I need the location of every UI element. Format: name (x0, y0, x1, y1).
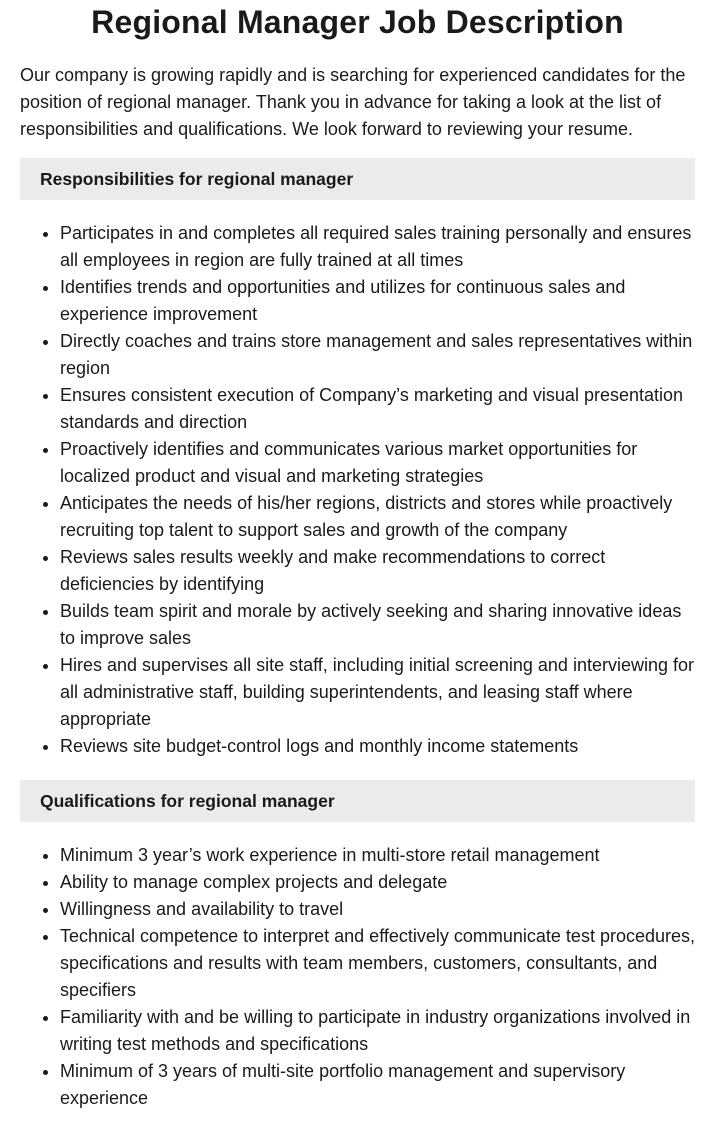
responsibilities-list (20, 220, 695, 760)
qualification-item: • Ability to manage complex projects and delegate (60, 869, 695, 896)
responsibility-item: • Identifies trends and opportunities and utilizes for continuous sales and experience improvement (60, 274, 695, 328)
qualification-item: • Minimum of 3 years of multi-site portfolio management and supervisory experience (60, 1058, 695, 1112)
qualification-item: • Minimum 3 year’s work experience in multi-store retail management (60, 842, 695, 869)
qualifications-heading: Qualifications for regional manager (20, 780, 695, 822)
intro-paragraph: Our company is growing rapidly and is searching for experienced candidates for the position of regional manager. Thank you in advance for taking a look at the list of responsibilities and qualifications. We look forward to reviewing your resume. (20, 65, 686, 139)
responsibility-item: • Ensures consistent execution of Company’s marketing and visual presentation standards and direction (60, 382, 695, 436)
responsibility-item: • Participates in and completes all required sales training personally and ensures all employees in region are fully trained at all times (60, 220, 695, 274)
responsibility-item: • Hires and supervises all site staff, including initial screening and interviewing for all administrative staff, building superintendents, and leasing staff where appropriate (60, 652, 695, 733)
page-title: Regional Manager Job Description (91, 4, 624, 40)
qualification-item: • Willingness and availability to travel (60, 896, 695, 923)
responsibility-item: • Anticipates the needs of his/her regions, districts and stores while proactively recruiting top talent to support sales and growth of the company (60, 490, 695, 544)
qualifications-list (20, 842, 695, 1112)
qualification-item: • Technical competence to interpret and effectively communicate test procedures, specifications and results with team members, customers, consultants, and specifiers (60, 923, 695, 1004)
responsibility-item: • Builds team spirit and morale by actively seeking and sharing innovative ideas to improve sales (60, 598, 695, 652)
responsibility-item: • Reviews site budget-control logs and monthly income statements (60, 733, 695, 760)
responsibility-item: • Proactively identifies and communicates various market opportunities for localized product and visual and marketing strategies (60, 436, 695, 490)
responsibility-item: • Directly coaches and trains store management and sales representatives within region (60, 328, 695, 382)
responsibilities-heading: Responsibilities for regional manager (20, 158, 695, 200)
responsibility-item: • Reviews sales results weekly and make recommendations to correct deficiencies by identifying (60, 544, 695, 598)
qualification-item: • Familiarity with and be willing to participate in industry organizations involved in writing test methods and specifications (60, 1004, 695, 1058)
